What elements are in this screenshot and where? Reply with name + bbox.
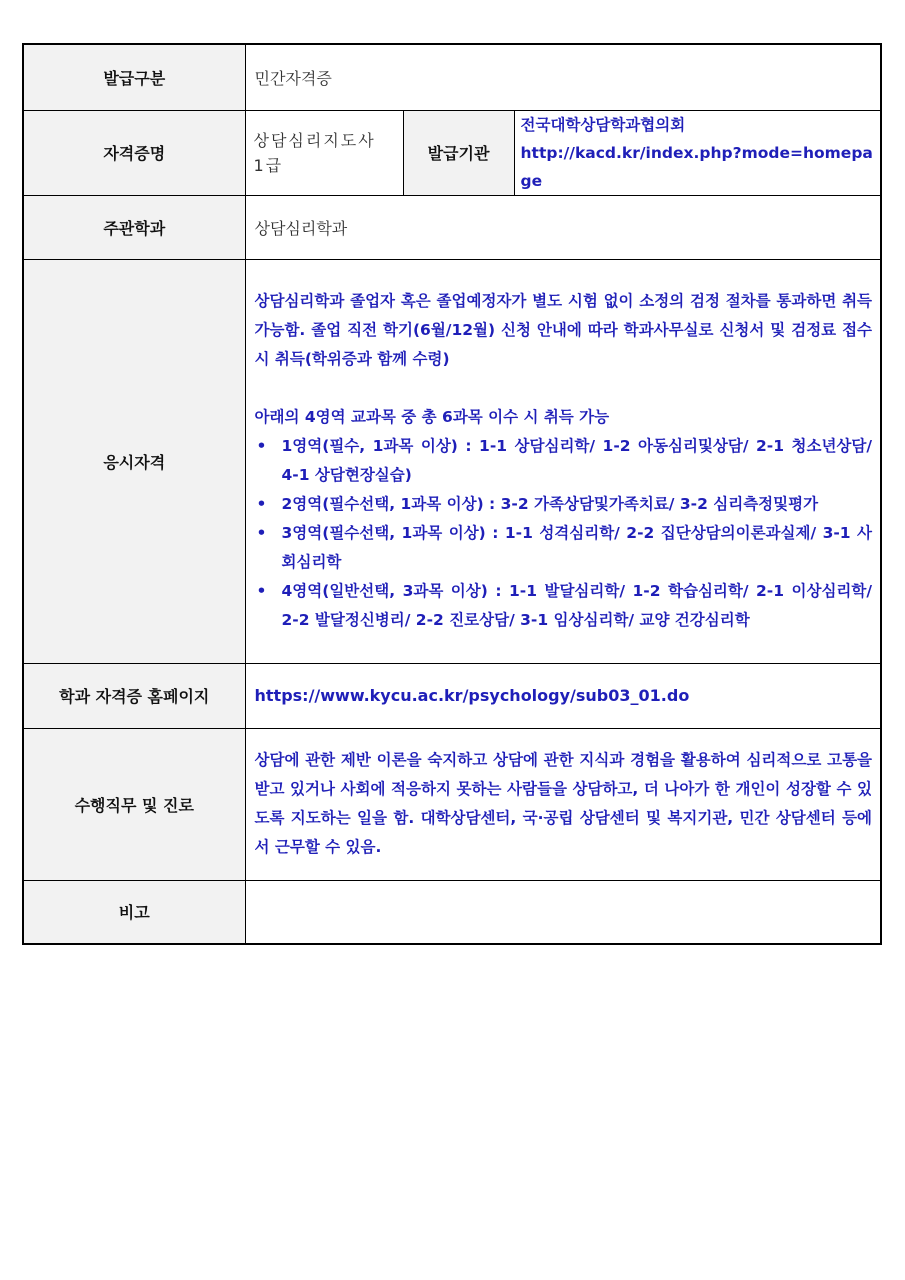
issuer-cell: [514, 110, 881, 195]
row-dept: [23, 195, 881, 259]
homepage-label: 학과 자격증 홈페이지: [23, 663, 245, 728]
issuer-url-link[interactable]: http://kacd.kr/index.php?mode=homepage: [520, 143, 873, 190]
dept-value: 상담심리학과: [245, 195, 881, 259]
course-area-item: • 4영역(일반선택, 3과목 이상) : 1-1 발달심리학/ 1-2 학습심리학/ 2-1 이상심리학/ 2-2 발달정신병리/ 2-2 진로상담/ 3-1 임상심리학/ 교양 건강심리학: [255, 577, 873, 635]
issue-type-label: 발급구분: [23, 44, 245, 110]
row-issue-type: [23, 44, 881, 110]
eligibility-intro: 상담심리학과 졸업자 혹은 졸업예정자가 별도 시험 없이 소정의 검정 절차를 통과하면 취득 가능함. 졸업 직전 학기(6월/12월) 신청 안내에 따라 학과사무실로 신청서 및 검정료 접수 시 취득(학위증과 함께 수령): [254, 292, 873, 368]
bullet-icon: •: [256, 437, 267, 455]
eligibility-condition: 아래의 4영역 교과목 중 총 6과목 이수 시 취득 가능: [254, 408, 610, 426]
certificate-info-table: [22, 43, 882, 945]
course-area-item: • 3영역(필수선택, 1과목 이상) : 1-1 성격심리학/ 2-2 집단상담의이론과실제/ 3-1 사회심리학: [255, 519, 873, 577]
row-homepage: [23, 663, 881, 728]
eligibility-content: [245, 259, 881, 663]
row-cert-name: [23, 110, 881, 195]
issuer-label: 발급기관: [403, 110, 514, 195]
dept-label: 주관학과: [23, 195, 245, 259]
issue-type-value: 민간자격증: [245, 44, 881, 110]
row-remarks: [23, 880, 881, 944]
row-career: [23, 728, 881, 880]
remarks-value: [245, 880, 881, 944]
course-area-list: [255, 432, 873, 635]
bullet-icon: •: [256, 524, 267, 542]
career-label: 수행직무 및 진로: [23, 728, 245, 880]
bullet-icon: •: [256, 582, 267, 600]
remarks-label: 비고: [23, 880, 245, 944]
homepage-url-link[interactable]: https://www.kycu.ac.kr/psychology/sub03_01.do: [254, 686, 690, 705]
bullet-icon: •: [256, 495, 267, 513]
row-eligibility: [23, 259, 881, 663]
issuer-name: 전국대학상담학과협의회: [520, 115, 686, 134]
career-text: 상담에 관한 제반 이론을 숙지하고 상담에 관한 지식과 경험을 활용하여 심리적으로 고통을 받고 있거나 사회에 적응하지 못하는 사람들을 상담하고, 더 나아가 한 개인이 성장할 수 있도록 지도하는 일을 함. 대학상담센터, 국·공립 상담센터 및 복지기관, 민간 상담센터 등에서 근무할 수 있음.: [245, 728, 881, 880]
eligibility-label: 응시자격: [23, 259, 245, 663]
cert-name-label: 자격증명: [23, 110, 245, 195]
cert-name-value: 상담심리지도사 1급: [245, 110, 403, 195]
course-area-item: • 2영역(필수선택, 1과목 이상) : 3-2 가족상담및가족치료/ 3-2 심리측정및평가: [255, 490, 873, 519]
course-area-item: • 1영역(필수, 1과목 이상) : 1-1 상담심리학/ 1-2 아동심리및상담/ 2-1 청소년상담/ 4-1 상담현장실습): [255, 432, 873, 490]
